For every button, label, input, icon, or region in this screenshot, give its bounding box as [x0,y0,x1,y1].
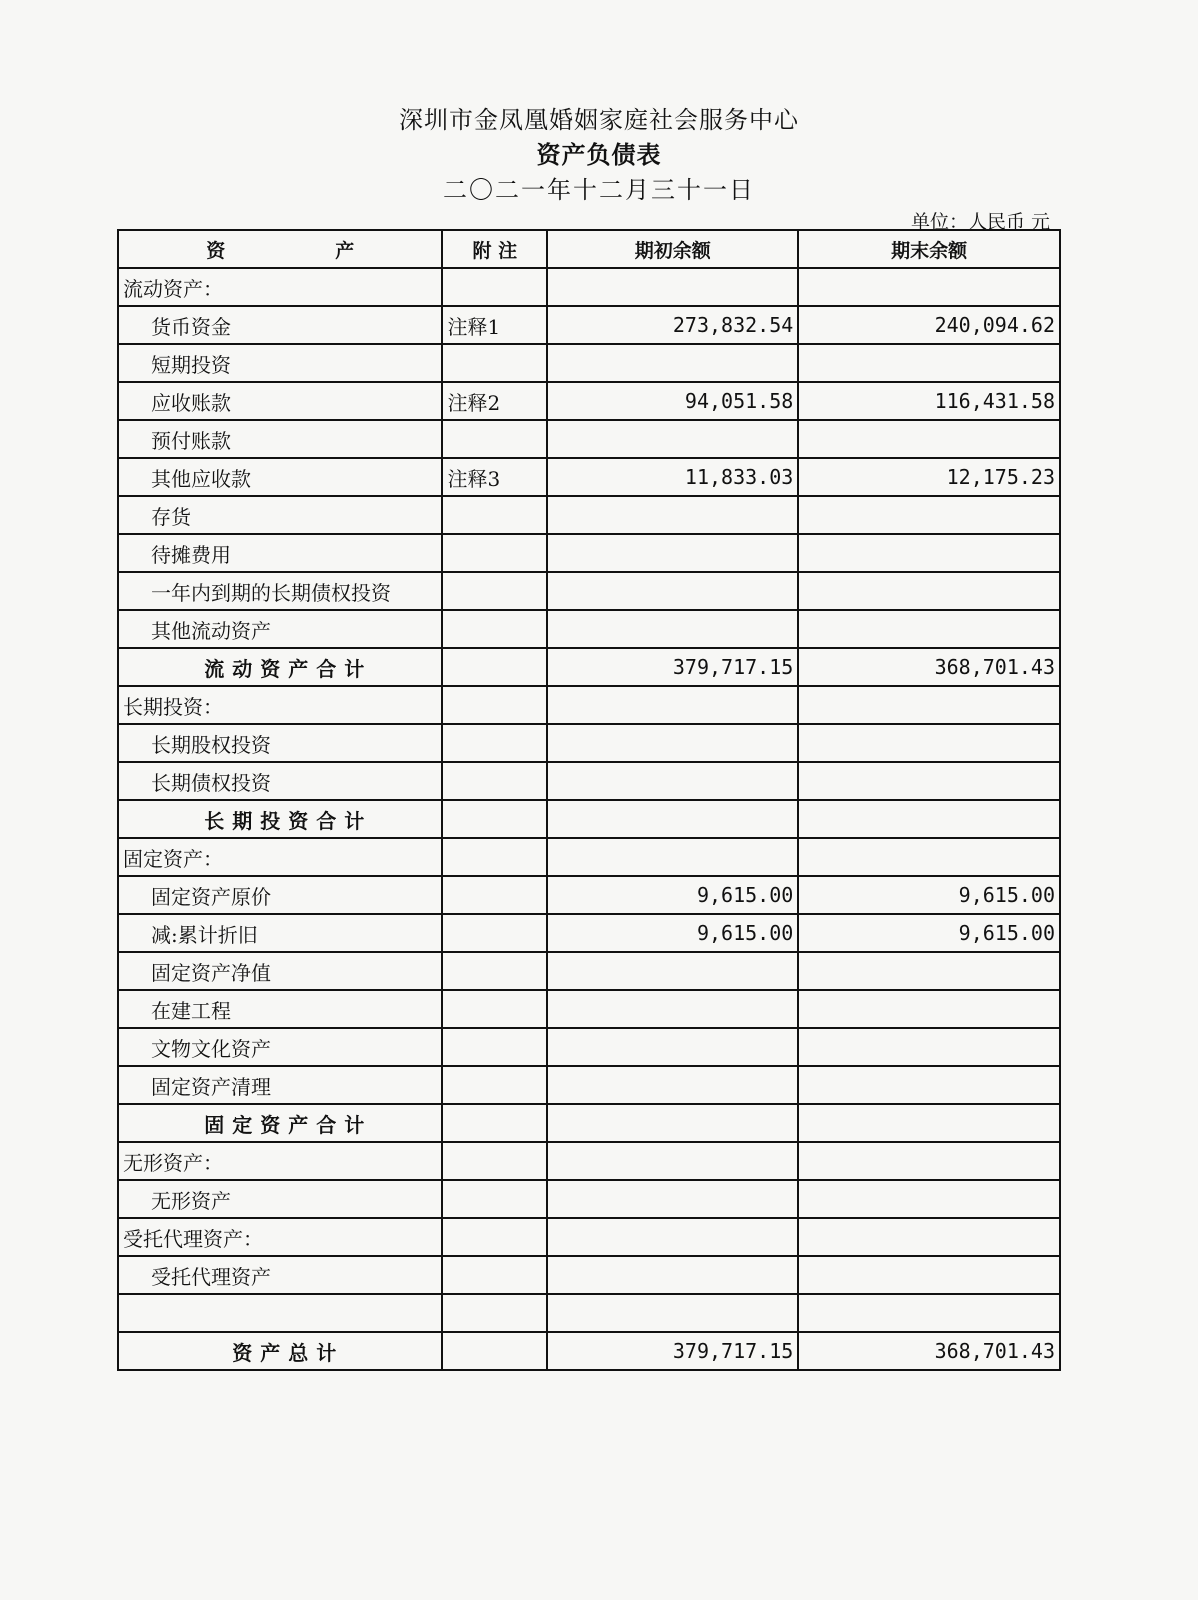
row-closing-cell: 368,701.43 [798,1332,1060,1370]
column-header-note: 附 注 [442,230,547,268]
row-closing-cell [798,724,1060,762]
row-opening-cell [547,1028,798,1066]
row-closing-cell [798,1142,1060,1180]
table-row [118,1104,1060,1142]
row-opening-cell [547,1294,798,1332]
table-row [118,1332,1060,1370]
row-name-cell: 长期投资合计 [118,800,442,838]
table-body [118,268,1060,1370]
row-closing-cell [798,838,1060,876]
row-name-cell: 固定资产合计 [118,1104,442,1142]
row-note-cell [442,1332,547,1370]
row-name-cell: 预付账款 [118,420,442,458]
column-header-asset [118,230,442,268]
row-opening-cell: 9,615.00 [547,876,798,914]
balance-sheet-table [117,229,1061,1371]
row-note-cell [442,268,547,306]
row-closing-cell [798,1104,1060,1142]
row-closing-cell [798,344,1060,382]
row-note-cell [442,648,547,686]
row-closing-cell [798,1218,1060,1256]
row-name-cell: 其他流动资产 [118,610,442,648]
row-opening-cell: 9,615.00 [547,914,798,952]
row-name-cell: 短期投资 [118,344,442,382]
table-row [118,268,1060,306]
row-opening-cell [547,344,798,382]
row-opening-cell: 379,717.15 [547,648,798,686]
row-opening-cell: 11,833.03 [547,458,798,496]
table-row [118,610,1060,648]
table-row [118,1142,1060,1180]
table-row [118,838,1060,876]
table-row [118,1066,1060,1104]
row-name-cell: 固定资产清理 [118,1066,442,1104]
row-opening-cell: 379,717.15 [547,1332,798,1370]
row-opening-cell [547,800,798,838]
row-name-cell: 存货 [118,496,442,534]
table-row [118,1256,1060,1294]
row-opening-cell [547,610,798,648]
row-closing-cell [798,1256,1060,1294]
row-closing-cell [798,1294,1060,1332]
row-note-cell: 注释3 [442,458,547,496]
row-name-cell: 受托代理资产： [118,1218,442,1256]
row-opening-cell [547,268,798,306]
table-row [118,648,1060,686]
row-opening-cell [547,686,798,724]
row-note-cell [442,724,547,762]
row-closing-cell: 116,431.58 [798,382,1060,420]
row-closing-cell: 12,175.23 [798,458,1060,496]
table-row [118,1028,1060,1066]
row-note-cell [442,534,547,572]
table-row [118,306,1060,344]
row-opening-cell [547,1066,798,1104]
table-row [118,458,1060,496]
row-closing-cell [798,610,1060,648]
row-opening-cell [547,838,798,876]
row-name-cell: 长期债权投资 [118,762,442,800]
row-name-cell: 待摊费用 [118,534,442,572]
table-row [118,686,1060,724]
row-note-cell [442,496,547,534]
row-closing-cell [798,1066,1060,1104]
row-opening-cell [547,534,798,572]
row-opening-cell [547,572,798,610]
row-note-cell [442,762,547,800]
row-note-cell [442,344,547,382]
row-note-cell [442,572,547,610]
row-name-cell: 应收账款 [118,382,442,420]
row-note-cell [442,1294,547,1332]
row-name-cell: 固定资产： [118,838,442,876]
row-opening-cell: 273,832.54 [547,306,798,344]
row-note-cell [442,420,547,458]
row-opening-cell: 94,051.58 [547,382,798,420]
table-row [118,1218,1060,1256]
document-date: 二〇二一年十二月三十一日 [443,176,755,204]
row-note-cell [442,1066,547,1104]
row-note-cell [442,914,547,952]
row-opening-cell [547,990,798,1028]
row-note-cell [442,1028,547,1066]
table-row [118,1180,1060,1218]
table-row [118,1294,1060,1332]
document-title: 资产负债表 [536,140,662,169]
row-note-cell [442,1142,547,1180]
row-closing-cell [798,800,1060,838]
table-row [118,724,1060,762]
row-note-cell: 注释2 [442,382,547,420]
row-opening-cell [547,724,798,762]
table-row [118,496,1060,534]
row-name-cell: 固定资产净值 [118,952,442,990]
row-name-cell: 文物文化资产 [118,1028,442,1066]
row-note-cell [442,990,547,1028]
row-name-cell: 无形资产 [118,1180,442,1218]
row-opening-cell [547,952,798,990]
row-note-cell [442,610,547,648]
row-name-cell: 一年内到期的长期债权投资 [118,572,442,610]
column-header-opening: 期初余额 [547,230,798,268]
row-note-cell [442,1256,547,1294]
row-note-cell [442,1104,547,1142]
row-note-cell [442,686,547,724]
row-closing-cell: 9,615.00 [798,914,1060,952]
table-row [118,952,1060,990]
row-closing-cell [798,268,1060,306]
row-closing-cell [798,1028,1060,1066]
column-header-asset-left: 资 [206,239,226,262]
row-closing-cell: 240,094.62 [798,306,1060,344]
table-row [118,990,1060,1028]
row-name-cell: 资产总计 [118,1332,442,1370]
table-row [118,344,1060,382]
row-closing-cell: 9,615.00 [798,876,1060,914]
row-opening-cell [547,420,798,458]
row-closing-cell [798,496,1060,534]
row-note-cell [442,952,547,990]
row-name-cell: 在建工程 [118,990,442,1028]
row-name-cell: 固定资产原价 [118,876,442,914]
row-name-cell: 受托代理资产 [118,1256,442,1294]
row-closing-cell [798,762,1060,800]
row-note-cell [442,876,547,914]
column-header-asset-right: 产 [335,239,355,262]
row-closing-cell [798,420,1060,458]
table-row [118,914,1060,952]
row-opening-cell [547,1256,798,1294]
table-row [118,572,1060,610]
row-opening-cell [547,762,798,800]
row-name-cell: 流动资产合计 [118,648,442,686]
row-closing-cell [798,990,1060,1028]
row-name-cell: 流动资产： [118,268,442,306]
row-note-cell: 注释1 [442,306,547,344]
table-row [118,800,1060,838]
organization-name: 深圳市金凤凰婚姻家庭社会服务中心 [399,106,799,134]
table-row [118,382,1060,420]
currency-unit: 单位：人民币 元 [910,211,1050,233]
row-opening-cell [547,1180,798,1218]
row-note-cell [442,1218,547,1256]
row-name-cell: 减:累计折旧 [118,914,442,952]
row-note-cell [442,800,547,838]
row-closing-cell [798,534,1060,572]
row-opening-cell [547,1104,798,1142]
row-opening-cell [547,1218,798,1256]
table-row [118,534,1060,572]
row-closing-cell [798,952,1060,990]
table-header-row [118,230,1060,268]
table-row [118,876,1060,914]
row-name-cell: 无形资产： [118,1142,442,1180]
row-name-cell: 长期投资： [118,686,442,724]
row-note-cell [442,838,547,876]
row-closing-cell [798,1180,1060,1218]
row-closing-cell [798,572,1060,610]
row-closing-cell [798,686,1060,724]
table-row [118,762,1060,800]
row-note-cell [442,1180,547,1218]
table-row [118,420,1060,458]
row-name-cell [118,1294,442,1332]
row-name-cell: 长期股权投资 [118,724,442,762]
column-header-closing: 期末余额 [798,230,1060,268]
row-name-cell: 其他应收款 [118,458,442,496]
row-opening-cell [547,496,798,534]
row-name-cell: 货币资金 [118,306,442,344]
row-closing-cell: 368,701.43 [798,648,1060,686]
row-opening-cell [547,1142,798,1180]
